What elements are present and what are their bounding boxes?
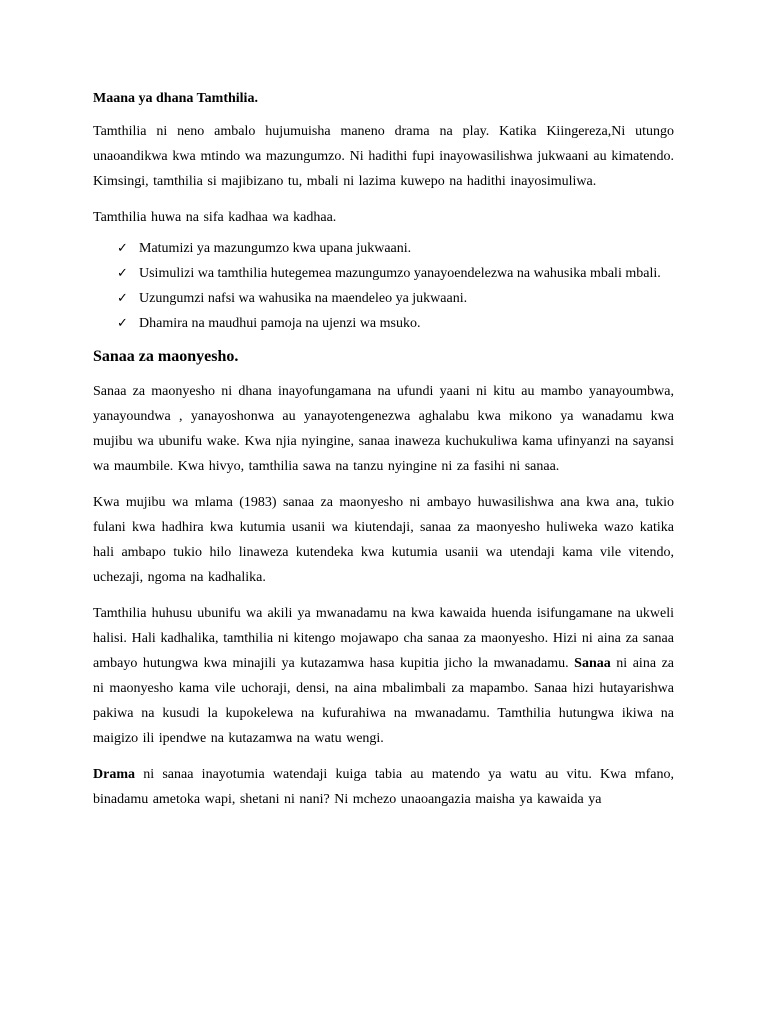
check-icon: ✓ <box>117 266 128 281</box>
list-item-text: Matumizi ya mazungumzo kwa upana jukwaani. <box>139 241 412 256</box>
list-item-text: Usimulizi wa tamthilia hutegemea mazungumzo yanayoendelezwa na wahusika mbali mbali. <box>139 266 661 281</box>
heading-meaning: Maana ya dhana Tamthilia. <box>93 91 258 106</box>
check-icon: ✓ <box>117 291 128 306</box>
paragraph-sanaa-3-part-a: Tamthilia huhusu ubunifu wa akili ya mwanadamu na kwa kawaida huenda isifungamane na ukweli halisi. Hali kadhalika, tamthilia ni kitengo mojawapo cha sanaa za maonyesho. Hizi ni aina za sanaa ambayo hutungwa kwa minajili ya kutazamwa hasa kupitia jicho la mwanadamu. <box>93 606 674 671</box>
list-item <box>93 261 674 286</box>
features-list <box>93 236 674 336</box>
list-item <box>93 286 674 311</box>
paragraph-drama <box>93 762 674 812</box>
paragraph-sanaa-3 <box>93 601 674 751</box>
list-item <box>93 311 674 336</box>
paragraph-sanaa-2: Kwa mujibu wa mlama (1983) sanaa za maonyesho ni ambayo huwasilishwa ana kwa ana, tukio fulani kwa hadhira kwa kutumia usanii wa kiutendaji, sanaa za maonyesho huliweka wazo katika hali ambapo tukio hilo linaweza kutendeka kwa kutumia usanii wa utendaji kama vile vitendo, uchezaji, ngoma na kadhalika. <box>93 495 674 585</box>
paragraph-sanaa-3-part-b: ni aina za ni maonyesho kama vile uchoraji, densi, na aina mbalimbali za mapambo. Sanaa hizi hutayarishwa pakiwa na kusudi la kupokelewa na kufurahiwa na mwanadamu. Tamthilia hutungwa ikiwa na maigizo ili ipendwe na kutazamwa na watu wengi. <box>93 656 675 746</box>
bold-term-drama: Drama <box>93 767 135 782</box>
list-item <box>93 236 674 261</box>
paragraph-drama-text: ni sanaa inayotumia watendaji kuiga tabia au matendo ya watu au vitu. Kwa mfano, binadamu ametoka wapi, shetani ni nani? Ni mchezo unaoangazia maisha ya kawaida ya <box>93 767 674 807</box>
paragraph-intro: Tamthilia ni neno ambalo hujumuisha maneno drama na play. Katika Kiingereza,Ni utungo unaoandikwa kwa mtindo wa mazungumzo. Ni hadithi fupi inayowasilishwa jukwaani au kimatendo. Kimsingi, tamthilia si majibizano tu, mbali ni lazima kuwepo na hadithi inayosimuliwa. <box>93 124 674 189</box>
document-page <box>93 86 674 823</box>
check-icon: ✓ <box>117 241 128 256</box>
paragraph-sanaa-1: Sanaa za maonyesho ni dhana inayofungamana na ufundi yaani ni kitu au mambo yanayoumbwa, yanayoundwa , yanayoshonwa au yanayotengenezwa aghalabu kwa mikono ya wanadamu kwa mujibu wa ubunifu wake. Kwa njia nyingine, sanaa inaweza kuchukuliwa kama ufinyanzi na sayansi wa maumbile. Kwa hivyo, tamthilia sawa na tanzu nyingine ni za fasihi ni sanaa. <box>93 384 674 474</box>
heading-sanaa: Sanaa za maonyesho. <box>93 348 239 365</box>
bold-term-sanaa: Sanaa <box>574 656 611 671</box>
check-icon: ✓ <box>117 316 128 331</box>
paragraph-features-intro: Tamthilia huwa na sifa kadhaa wa kadhaa. <box>93 210 337 225</box>
list-item-text: Dhamira na maudhui pamoja na ujenzi wa msuko. <box>139 316 421 331</box>
list-item-text: Uzungumzi nafsi wa wahusika na maendeleo ya jukwaani. <box>139 291 468 306</box>
